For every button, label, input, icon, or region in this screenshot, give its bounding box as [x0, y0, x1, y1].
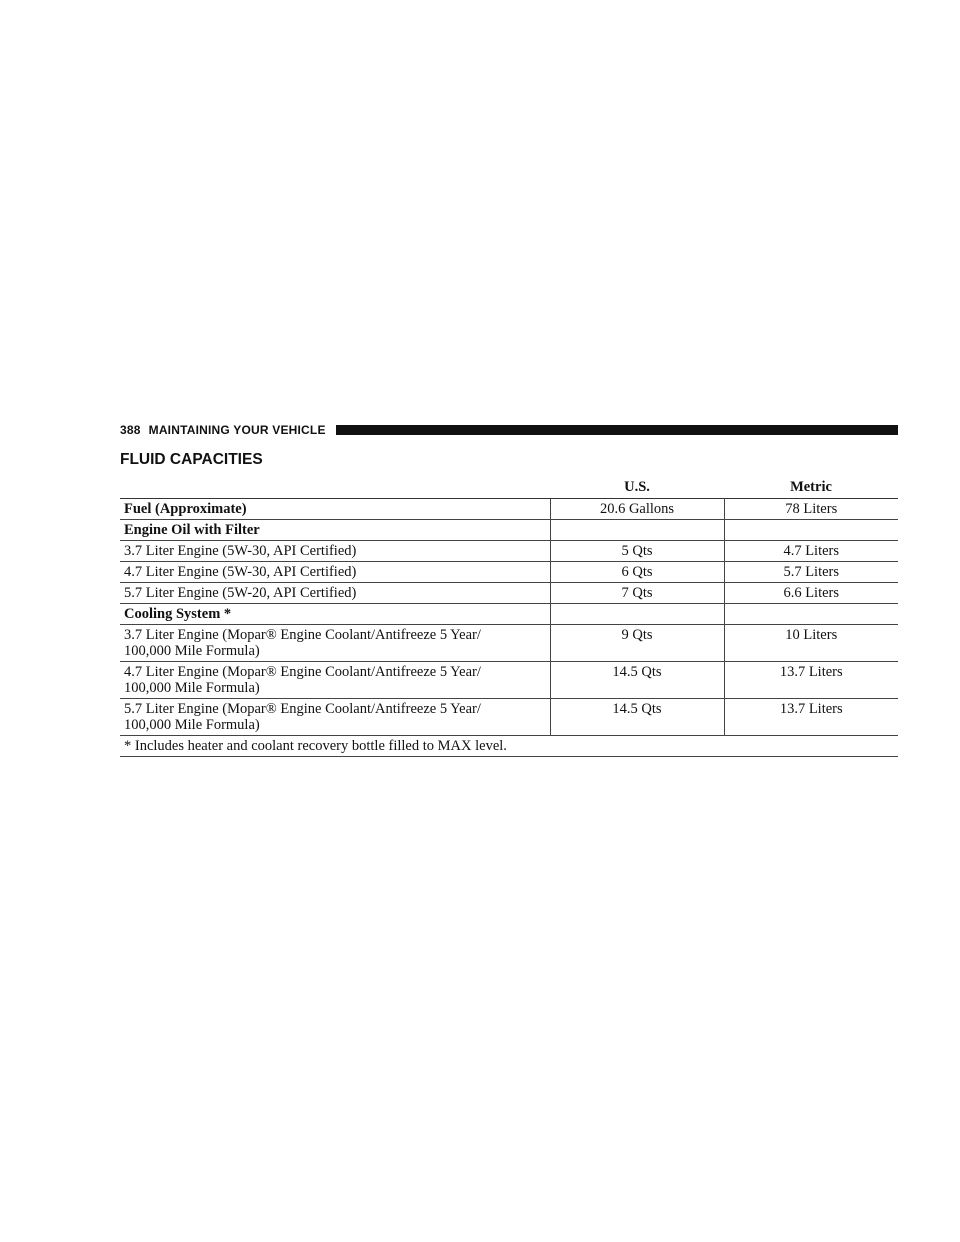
row-metric-value: 10 Liters: [724, 625, 898, 662]
row-us-value: 6 Qts: [550, 562, 724, 583]
row-item: [120, 662, 550, 699]
row-us-value: 14.5 Qts: [550, 662, 724, 699]
row-item: 4.7 Liter Engine (5W-30, API Certified): [120, 562, 550, 583]
table-row: [120, 541, 898, 562]
table-row: [120, 499, 898, 520]
page-header: [120, 420, 898, 440]
row-us-value: 14.5 Qts: [550, 699, 724, 736]
table-row: [120, 604, 898, 625]
row-item-line-1: 4.7 Liter Engine (Mopar® Engine Coolant/Antifreeze 5 Year/: [124, 664, 481, 680]
row-us-value: 20.6 Gallons: [550, 499, 724, 520]
column-header-us: U.S.: [550, 476, 724, 499]
row-item: 5.7 Liter Engine (5W-20, API Certified): [120, 583, 550, 604]
row-item: [120, 625, 550, 662]
row-metric-value: [724, 520, 898, 541]
row-metric-value: 13.7 Liters: [724, 699, 898, 736]
row-us-value: 9 Qts: [550, 625, 724, 662]
table-row: [120, 662, 898, 699]
row-item: 3.7 Liter Engine (5W-30, API Certified): [120, 541, 550, 562]
row-metric-value: 5.7 Liters: [724, 562, 898, 583]
row-metric-value: 4.7 Liters: [724, 541, 898, 562]
page-number: 388: [120, 423, 141, 437]
fluid-capacities-table: [120, 476, 898, 757]
row-us-value: 5 Qts: [550, 541, 724, 562]
table-footnote: * Includes heater and coolant recovery bottle filled to MAX level.: [120, 736, 898, 757]
row-item-line-1: 5.7 Liter Engine (Mopar® Engine Coolant/Antifreeze 5 Year/: [124, 701, 481, 717]
row-item-line-2: 100,000 Mile Formula): [124, 643, 260, 659]
row-item: Engine Oil with Filter: [120, 520, 550, 541]
row-metric-value: 78 Liters: [724, 499, 898, 520]
row-item-line-1: 3.7 Liter Engine (Mopar® Engine Coolant/Antifreeze 5 Year/: [124, 627, 481, 643]
column-header-metric: Metric: [724, 476, 898, 499]
row-us-value: [550, 520, 724, 541]
table-row: [120, 699, 898, 736]
table-row: [120, 583, 898, 604]
section-title: FLUID CAPACITIES: [120, 451, 263, 468]
row-us-value: 7 Qts: [550, 583, 724, 604]
table-header-row: [120, 476, 898, 499]
column-header-item: [120, 476, 550, 499]
row-metric-value: [724, 604, 898, 625]
table-row: [120, 625, 898, 662]
table-row: [120, 520, 898, 541]
table-footnote-row: [120, 736, 898, 757]
row-item: [120, 699, 550, 736]
row-item-line-2: 100,000 Mile Formula): [124, 680, 260, 696]
row-metric-value: 13.7 Liters: [724, 662, 898, 699]
row-item: Fuel (Approximate): [120, 499, 550, 520]
row-item: Cooling System *: [120, 604, 550, 625]
table-row: [120, 562, 898, 583]
header-rule: [336, 425, 898, 435]
header-title: MAINTAINING YOUR VEHICLE: [148, 423, 326, 437]
row-metric-value: 6.6 Liters: [724, 583, 898, 604]
row-item-line-2: 100,000 Mile Formula): [124, 717, 260, 733]
row-us-value: [550, 604, 724, 625]
